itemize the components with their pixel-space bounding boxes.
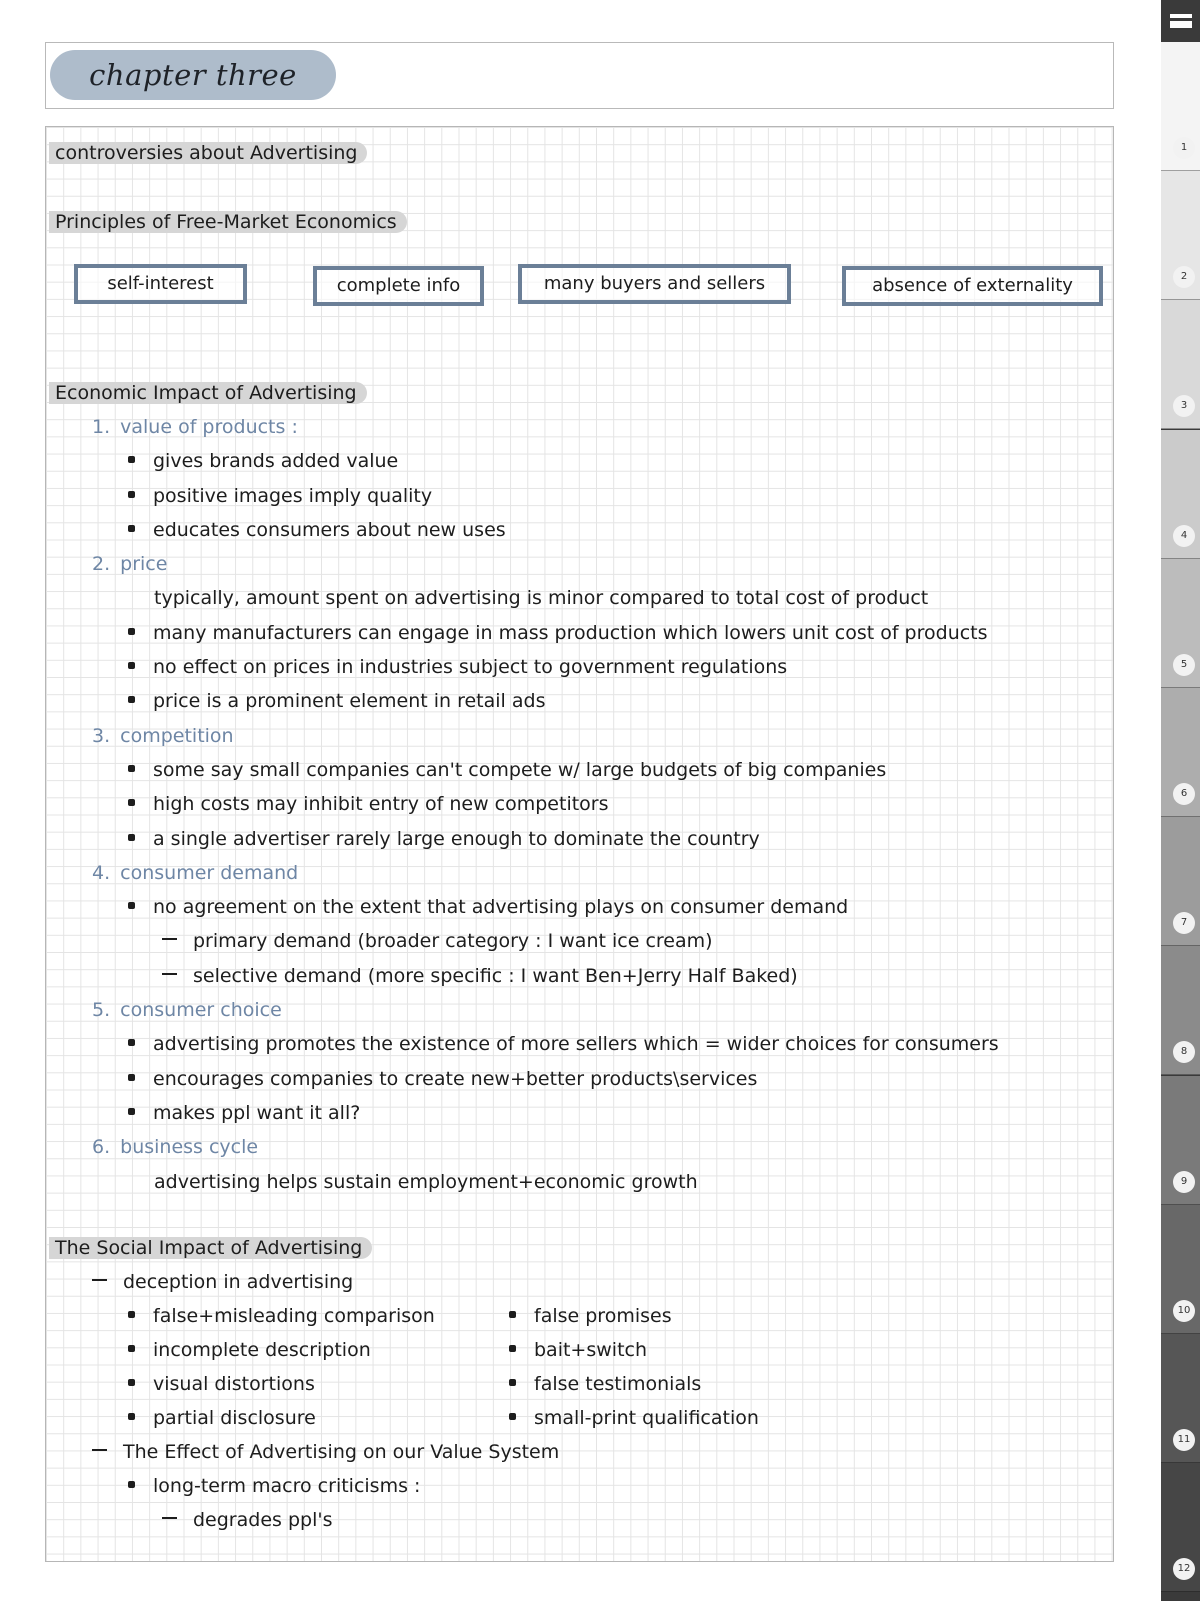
sidebar-tab[interactable] <box>1161 946 1200 1075</box>
deception-item <box>128 1304 435 1328</box>
value-sub: degrades ppl's <box>162 1508 332 1532</box>
sidebar-tab-number: 8 <box>1173 1041 1195 1063</box>
list-item <box>128 895 848 919</box>
value-bullet: long-term macro criticisms : <box>128 1474 420 1498</box>
bullet-marker <box>509 1345 516 1352</box>
list-item <box>162 964 798 988</box>
list-item-text: selective demand (more specific : I want Ben+Jerry Half Baked) <box>193 965 798 987</box>
item-number: 5. <box>92 999 111 1021</box>
list-item <box>128 792 609 816</box>
sidebar-tab[interactable] <box>1161 430 1200 559</box>
list-item-text: high costs may inhibit entry of new competitors <box>153 793 609 815</box>
sidebar-tab-number: 2 <box>1173 266 1195 288</box>
principle-box: complete info <box>313 266 484 306</box>
section-controversies <box>49 141 367 165</box>
sidebar-tab-number: 7 <box>1173 912 1195 934</box>
deception-item <box>509 1372 701 1396</box>
list-item-text: primary demand (broader category : I want ice cream) <box>193 930 713 952</box>
item-label: consumer demand <box>120 862 299 884</box>
sidebar-tab[interactable] <box>1161 1334 1200 1463</box>
list-item-text: gives brands added value <box>153 450 399 472</box>
value-heading: The Effect of Advertising on our Value System <box>92 1440 559 1464</box>
dash-marker <box>162 938 177 940</box>
economic-item-heading <box>92 552 167 576</box>
economic-item-heading <box>92 724 234 748</box>
deception-heading: deception in advertising <box>92 1270 353 1294</box>
list-item <box>128 758 886 782</box>
section-heading: The Social Impact of Advertising <box>49 1237 372 1259</box>
bullet-marker <box>128 628 135 635</box>
sidebar-tab[interactable] <box>1161 1076 1200 1205</box>
sidebar-tab[interactable] <box>1161 42 1200 171</box>
list-item-text: no effect on prices in industries subject to government regulations <box>153 656 788 678</box>
list-item-text: some say small companies can't compete w/ large budgets of big companies <box>153 759 887 781</box>
deception-item <box>128 1406 316 1430</box>
deception-item-text: incomplete description <box>153 1339 371 1361</box>
sidebar-tab[interactable] <box>1161 1205 1200 1334</box>
bullet-marker <box>128 1039 135 1046</box>
principle-box: absence of externality <box>842 266 1103 306</box>
item-number: 3. <box>92 725 111 747</box>
section-heading: controversies about Advertising <box>49 142 367 164</box>
item-label: competition <box>120 725 234 747</box>
list-item-text: no agreement on the extent that advertising plays on consumer demand <box>153 896 849 918</box>
sidebar-tab[interactable] <box>1161 559 1200 688</box>
list-item <box>128 1101 360 1125</box>
list-item <box>128 827 760 851</box>
bullet-marker <box>128 491 135 498</box>
dash-marker <box>162 973 177 975</box>
bullet-marker <box>128 834 135 841</box>
section-social <box>49 1236 372 1260</box>
deception-item <box>128 1372 315 1396</box>
list-item <box>128 621 988 645</box>
deception-item-text: partial disclosure <box>153 1407 316 1429</box>
bullet-marker <box>128 1481 135 1488</box>
list-item <box>128 1032 999 1056</box>
deception-item-text: false+misleading comparison <box>153 1305 435 1327</box>
sidebar-tab-number: 6 <box>1173 783 1195 805</box>
deception-item-text: false testimonials <box>534 1373 702 1395</box>
deception-item <box>128 1338 371 1362</box>
deception-item <box>509 1406 759 1430</box>
list-item-text: positive images imply quality <box>153 485 433 507</box>
item-label: business cycle <box>120 1136 259 1158</box>
list-item <box>154 586 928 610</box>
dash-marker <box>162 1517 177 1519</box>
item-number: 6. <box>92 1136 111 1158</box>
sidebar-tab-number: 12 <box>1173 1558 1195 1580</box>
deception-item-text: small-print qualification <box>534 1407 759 1429</box>
sidebar-tab[interactable] <box>1161 688 1200 817</box>
list-item-text: encourages companies to create new+better products\services <box>153 1068 758 1090</box>
economic-item-heading <box>92 998 282 1022</box>
sidebar-tab[interactable] <box>1161 171 1200 300</box>
section-heading: Principles of Free-Market Economics <box>49 211 407 233</box>
deception-item-text: bait+switch <box>534 1339 648 1361</box>
list-item <box>128 689 545 713</box>
bullet-marker <box>128 1413 135 1420</box>
list-item-text: typically, amount spent on advertising is minor compared to total cost of product <box>154 587 929 609</box>
item-label: price <box>120 553 168 575</box>
deception-item-text: false promises <box>534 1305 672 1327</box>
deception-item <box>509 1304 672 1328</box>
sidebar-tab-number: 1 <box>1173 137 1195 159</box>
bullet-marker <box>128 765 135 772</box>
bullet-marker <box>128 696 135 703</box>
dash-marker <box>92 1449 107 1451</box>
dash-marker <box>92 1279 107 1281</box>
item-number: 1. <box>92 416 111 438</box>
item-number: 4. <box>92 862 111 884</box>
principle-box: many buyers and sellers <box>518 264 791 304</box>
page-sidebar <box>1161 0 1200 1601</box>
bullet-marker <box>509 1379 516 1386</box>
list-item-text: advertising promotes the existence of more sellers which = wider choices for consumers <box>153 1033 999 1055</box>
list-item <box>128 484 432 508</box>
list-item <box>128 1067 757 1091</box>
economic-item-heading <box>92 861 298 885</box>
bullet-marker <box>128 456 135 463</box>
list-item <box>128 449 398 473</box>
list-item-text: makes ppl want it all? <box>153 1102 361 1124</box>
list-item <box>162 929 713 953</box>
bullet-marker <box>128 1379 135 1386</box>
bullet-marker <box>128 1108 135 1115</box>
item-label: consumer choice <box>120 999 282 1021</box>
bullet-marker <box>509 1413 516 1420</box>
sidebar-tab-number: 4 <box>1173 525 1195 547</box>
list-item-text: many manufacturers can engage in mass production which lowers unit cost of products <box>153 622 988 644</box>
bullet-marker <box>509 1311 516 1318</box>
bullet-marker <box>128 662 135 669</box>
item-label: value of products : <box>120 416 298 438</box>
list-item-text: educates consumers about new uses <box>153 519 506 541</box>
sidebar-tab-number: 9 <box>1173 1171 1195 1193</box>
section-principles <box>49 210 407 234</box>
list-item-text: advertising helps sustain employment+economic growth <box>154 1171 698 1193</box>
bullet-marker <box>128 1311 135 1318</box>
bullet-marker <box>128 525 135 532</box>
principle-box: self-interest <box>74 264 247 304</box>
bullet-marker <box>128 799 135 806</box>
sidebar-tab[interactable] <box>1161 1463 1200 1592</box>
list-item <box>128 518 506 542</box>
section-heading: Economic Impact of Advertising <box>49 382 367 404</box>
deception-item <box>509 1338 647 1362</box>
sidebar-tab-number: 10 <box>1173 1300 1195 1322</box>
menu-icon[interactable] <box>1170 14 1192 28</box>
economic-item-heading <box>92 1135 258 1159</box>
sidebar-tab[interactable] <box>1161 817 1200 946</box>
list-item <box>154 1170 698 1194</box>
chapter-title: chapter three <box>50 50 336 100</box>
item-number: 2. <box>92 553 111 575</box>
list-item-text: a single advertiser rarely large enough to dominate the country <box>153 828 760 850</box>
bullet-marker <box>128 1074 135 1081</box>
economic-item-heading <box>92 415 298 439</box>
title-frame <box>45 42 1114 109</box>
deception-item-text: visual distortions <box>153 1373 315 1395</box>
bullet-marker <box>128 1345 135 1352</box>
section-economic <box>49 381 367 405</box>
sidebar-tab-number: 11 <box>1173 1429 1195 1451</box>
sidebar-tab[interactable] <box>1161 300 1200 429</box>
list-item <box>128 655 787 679</box>
list-item-text: price is a prominent element in retail ads <box>153 690 546 712</box>
sidebar-tab-number: 3 <box>1173 395 1195 417</box>
bullet-marker <box>128 902 135 909</box>
sidebar-tab-number: 5 <box>1173 654 1195 676</box>
